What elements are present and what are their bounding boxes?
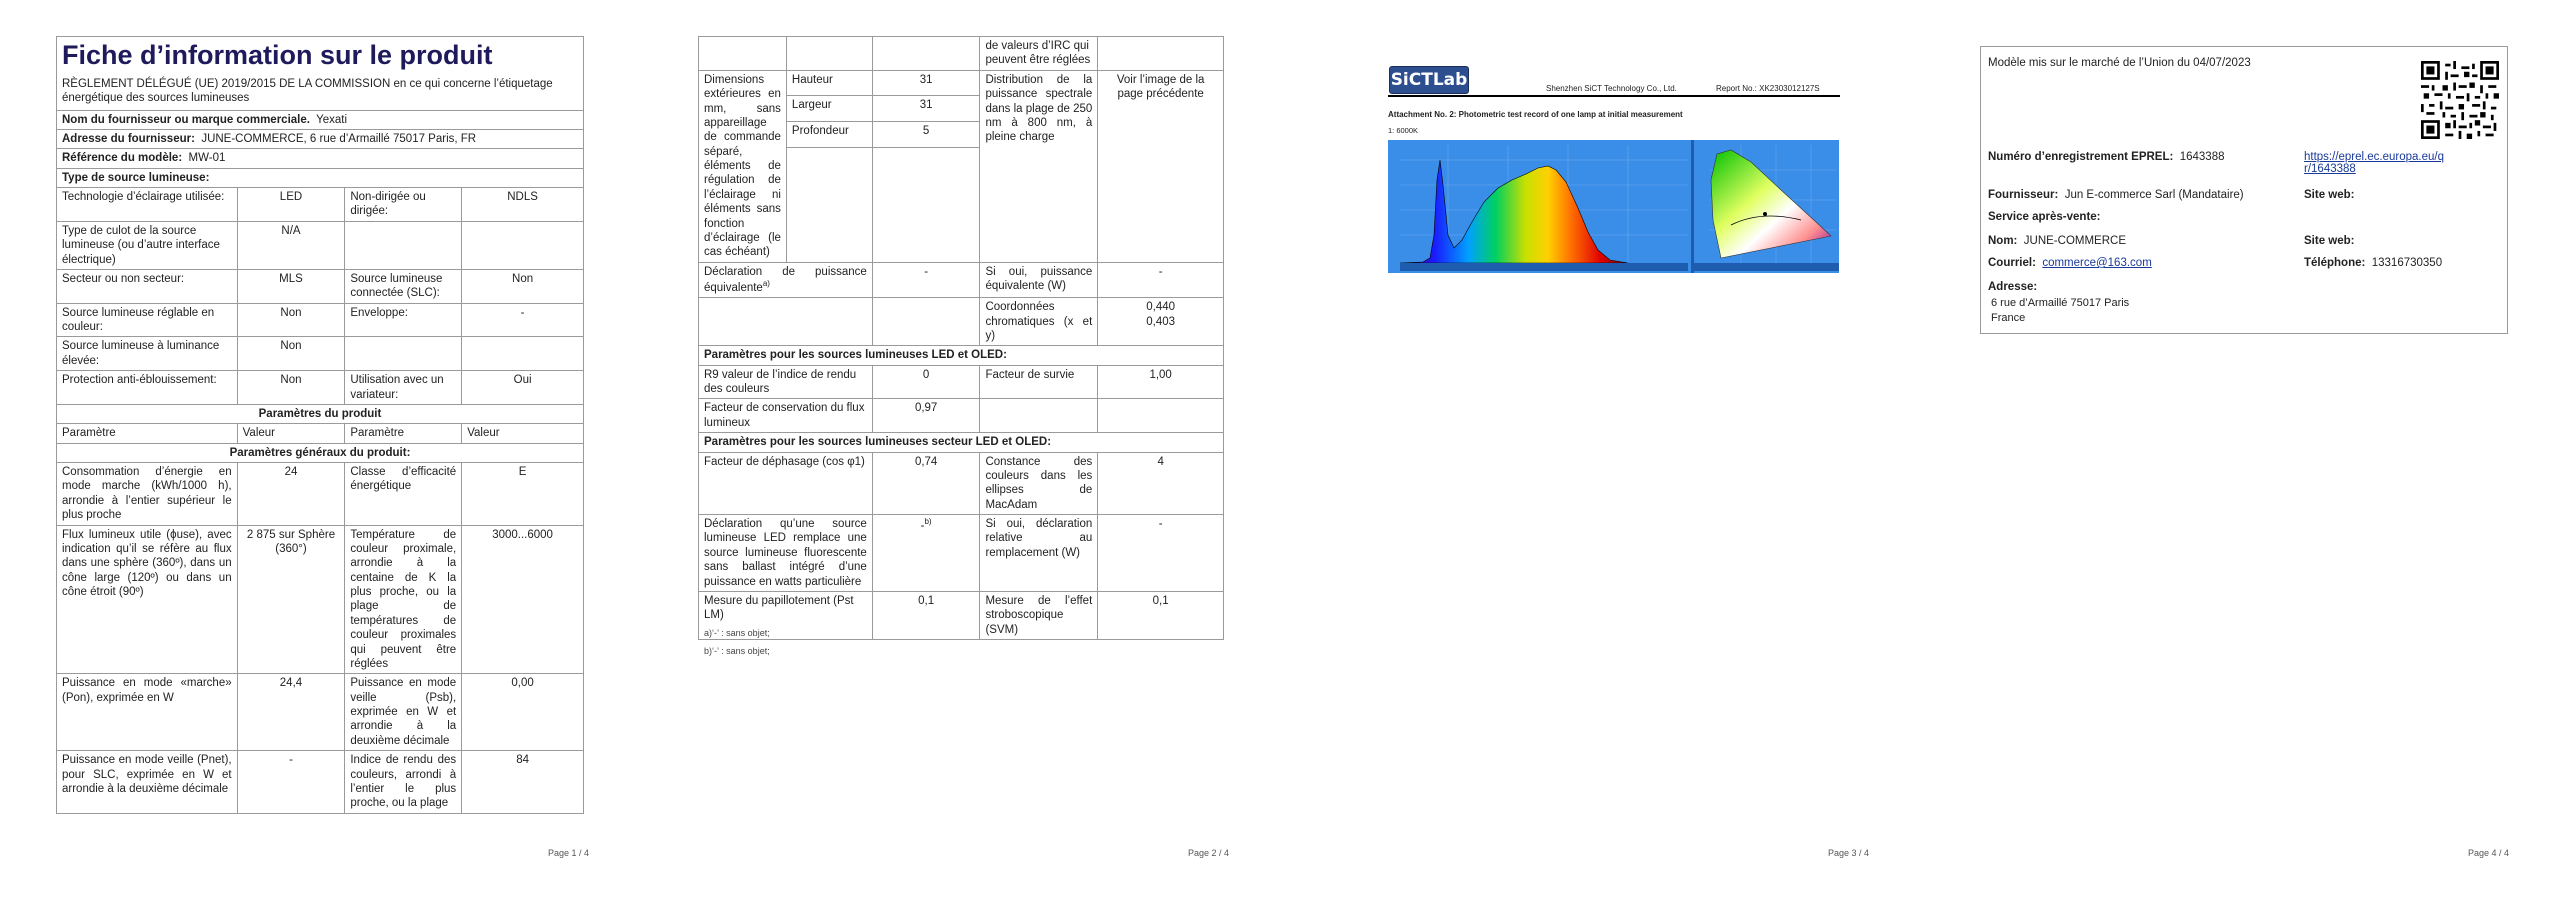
table-row bbox=[699, 262, 1224, 298]
flux-maint-value: 0,97 bbox=[872, 399, 980, 433]
param-value: 2 875 sur Sphère (360°) bbox=[237, 525, 345, 674]
param-name: Température de couleur proximale, arrondie à la centaine de K la plus proche, ou la plage de températures de couleur proximales qui peuvent être réglées bbox=[345, 525, 462, 674]
table-row bbox=[57, 371, 584, 405]
page-1 bbox=[0, 0, 640, 905]
supplier-address: JUNE-COMMERCE, 6 rue d’Armaillé 75017 Paris, FR bbox=[201, 132, 477, 145]
footnote-marker: a) bbox=[762, 279, 770, 288]
equiv-value: - bbox=[872, 262, 980, 298]
r9-label: R9 valeur de l’indice de rendu des couleurs bbox=[699, 365, 873, 399]
dim-name: Hauteur bbox=[786, 70, 872, 96]
param-name: Source lumineuse réglable en couleur: bbox=[57, 303, 238, 337]
equiv-power-label: Si oui, puissance équivalente (W) bbox=[980, 262, 1098, 298]
sict-logo bbox=[1389, 66, 1469, 94]
address-line-2: France bbox=[1991, 312, 2026, 324]
mains-section-heading: Paramètres pour les sources lumineuses secteur LED et OLED: bbox=[699, 433, 1224, 452]
service-label: Service après-vente: bbox=[1988, 211, 2101, 223]
name-label: Nom: bbox=[1988, 235, 2018, 247]
table-row bbox=[57, 188, 584, 222]
column-headers bbox=[57, 424, 584, 443]
email-label: Courriel: bbox=[1988, 257, 2036, 269]
param-name: Puissance en mode veille (Psb), exprimée en W et arrondie à la deuxième décimale bbox=[345, 674, 462, 751]
table-row bbox=[699, 365, 1224, 399]
page-number: Page 3 / 4 bbox=[1828, 848, 1870, 858]
param-value: Non bbox=[462, 269, 584, 303]
param-value: LED bbox=[237, 188, 345, 222]
param-value: - bbox=[237, 751, 345, 814]
survival-value: 1,00 bbox=[1098, 365, 1224, 399]
dim-value: 31 bbox=[872, 70, 980, 96]
param-name: Type de culot de la source lumineuse (ou d’autre interface électrique) bbox=[57, 221, 238, 269]
header-rule bbox=[1388, 95, 1840, 97]
supplier-name: Yexati bbox=[316, 113, 348, 126]
column-header: Valeur bbox=[462, 424, 584, 443]
model-ref-label: Référence du modèle: bbox=[62, 152, 183, 165]
param-value: 3000...6000 bbox=[462, 525, 584, 674]
website-label: Site web: bbox=[2304, 189, 2355, 201]
page-number: Page 4 / 4 bbox=[2468, 848, 2510, 858]
address-line-1: 6 rue d’Armaillé 75017 Paris bbox=[1991, 297, 2130, 309]
page-4 bbox=[1920, 0, 2560, 905]
qr-code-icon bbox=[2421, 61, 2499, 139]
param-name bbox=[345, 337, 462, 371]
table-row bbox=[57, 303, 584, 337]
param-name: Enveloppe: bbox=[345, 303, 462, 337]
dim-value: 31 bbox=[872, 96, 980, 122]
replace-value: - bbox=[920, 519, 925, 532]
param-value: E bbox=[462, 463, 584, 526]
phone-value: 13316730350 bbox=[2371, 257, 2443, 269]
supplier-value: Jun E-commerce Sarl (Mandataire) bbox=[2064, 189, 2244, 201]
contact-box bbox=[1980, 46, 2508, 334]
supplier-label: Fournisseur: bbox=[1988, 189, 2059, 201]
supplier-name-label: Nom du fournisseur ou marque commerciale. bbox=[62, 113, 310, 126]
param-value bbox=[462, 337, 584, 371]
spectral-value: Voir l’image de la page précédente bbox=[1098, 70, 1224, 262]
eprel-label: Numéro d’enregistrement EPREL: bbox=[1988, 151, 2174, 163]
product-info-table bbox=[56, 36, 584, 814]
dim-name: Profondeur bbox=[786, 122, 872, 148]
led-section-heading: Paramètres pour les sources lumineuses LED et OLED: bbox=[699, 346, 1224, 365]
table-row bbox=[699, 399, 1224, 433]
footnote-b: b)‘-’ : sans objet; bbox=[704, 646, 770, 656]
website2-label: Site web: bbox=[2304, 235, 2355, 247]
x-axis-band bbox=[1400, 263, 1688, 271]
report-number: Report No.: XK2303012127S bbox=[1716, 84, 1820, 93]
table-row bbox=[57, 751, 584, 814]
param-value: MLS bbox=[237, 269, 345, 303]
eprel-value: 1643388 bbox=[2179, 151, 2225, 163]
footnote-marker: b) bbox=[924, 517, 932, 527]
pf-value: 0,74 bbox=[872, 452, 980, 515]
param-value: Non bbox=[237, 303, 345, 337]
param-name: Utilisation avec un variateur: bbox=[345, 371, 462, 405]
column-header: Paramètre bbox=[345, 424, 462, 443]
supplier-address-label: Adresse du fournisseur: bbox=[62, 132, 195, 145]
column-header: Paramètre bbox=[57, 424, 238, 443]
table-row bbox=[57, 269, 584, 303]
product-params-heading: Paramètres du produit bbox=[57, 404, 584, 423]
separator bbox=[1691, 140, 1694, 273]
param-value: NDLS bbox=[462, 188, 584, 222]
param-name: Puissance en mode «marche» (Pon), exprimée en W bbox=[57, 674, 238, 751]
cie-diagram-image bbox=[1691, 140, 1839, 273]
dim-name: Largeur bbox=[786, 96, 872, 122]
equiv-label: Déclaration de puissance équivalente bbox=[704, 265, 867, 294]
table-row bbox=[57, 674, 584, 751]
page-number: Page 1 / 4 bbox=[548, 848, 590, 858]
page-title: Fiche d’information sur le produit bbox=[62, 40, 493, 70]
general-params-heading: Paramètres généraux du produit: bbox=[57, 443, 584, 462]
table-row bbox=[699, 298, 1224, 346]
param-value: Oui bbox=[462, 371, 584, 405]
param-value: 0,00 bbox=[462, 674, 584, 751]
sample-label: 1: 6000K bbox=[1388, 126, 1419, 135]
column-header: Valeur bbox=[237, 424, 345, 443]
table-row bbox=[57, 337, 584, 371]
strobo-value: 0,1 bbox=[1098, 591, 1224, 639]
table-row bbox=[699, 591, 1224, 639]
flux-maint-label: Facteur de conservation du flux lumineux bbox=[699, 399, 873, 433]
param-value bbox=[462, 221, 584, 269]
pf-label: Facteur de déphasage (cos φ1) bbox=[699, 452, 873, 515]
param-value: 24 bbox=[237, 463, 345, 526]
table-row bbox=[57, 221, 584, 269]
email-link[interactable]: commerce@163.com bbox=[2042, 257, 2152, 269]
chroma-y: 0,403 bbox=[1146, 315, 1176, 328]
company-name: Shenzhen SiCT Technology Co., Ltd. bbox=[1546, 84, 1677, 93]
param-value: 84 bbox=[462, 751, 584, 814]
flicker-value: 0,1 bbox=[872, 591, 980, 639]
footnote-a: a)‘-’ : sans objet; bbox=[704, 628, 770, 638]
table-row bbox=[699, 70, 1224, 96]
chroma-label: Coordonnées chromatiques (x et y) bbox=[980, 298, 1098, 346]
x-axis-band bbox=[1694, 263, 1839, 271]
source-type-label: Type de source lumineuse: bbox=[57, 168, 584, 187]
cri-range-text: de valeurs d’IRC qui peuvent être réglées bbox=[980, 37, 1098, 71]
param-name: Source lumineuse à luminance élevée: bbox=[57, 337, 238, 371]
product-info-table-continued bbox=[698, 36, 1224, 640]
param-name: Technologie d’éclairage utilisée: bbox=[57, 188, 238, 222]
phone-label: Téléphone: bbox=[2304, 257, 2366, 269]
eprel-link[interactable]: https://eprel.ec.europa.eu/qr/1643388 bbox=[2304, 151, 2445, 175]
param-name: Non-dirigée ou dirigée: bbox=[345, 188, 462, 222]
macadam-label: Constance des couleurs dans les ellipses de MacAdam bbox=[980, 452, 1098, 515]
regulation-text: RÈGLEMENT DÉLÉGUÉ (UE) 2019/2015 DE LA COMMISSION en ce qui concerne l’étiquetage énergétique des sources lumineuses bbox=[62, 77, 553, 105]
name-value: JUNE-COMMERCE bbox=[2023, 235, 2127, 247]
replace-power-label: Si oui, déclaration relative au remplacement (W) bbox=[980, 515, 1098, 592]
param-name: Source lumineuse connectée (SLC): bbox=[345, 269, 462, 303]
market-date: Modèle mis sur le marché de l’Union du 04/07/2023 bbox=[1988, 57, 2251, 69]
param-name: Secteur ou non secteur: bbox=[57, 269, 238, 303]
param-name bbox=[345, 221, 462, 269]
param-value: Non bbox=[237, 371, 345, 405]
survival-label: Facteur de survie bbox=[980, 365, 1098, 399]
page-3 bbox=[1280, 0, 1920, 905]
r9-value: 0 bbox=[872, 365, 980, 399]
param-value: N/A bbox=[237, 221, 345, 269]
param-name: Consommation d’énergie en mode marche (kWh/1000 h), arrondie à l’entier supérieur le plus proche bbox=[57, 463, 238, 526]
table-row bbox=[699, 515, 1224, 592]
spectral-distribution-image bbox=[1388, 140, 1691, 273]
replace-power-value: - bbox=[1098, 515, 1224, 592]
page-2 bbox=[640, 0, 1280, 905]
logo-text: SiCTLab bbox=[1390, 70, 1468, 90]
param-name: Flux lumineux utile (ϕuse), avec indication qu’il se réfère au flux dans une sphère (360º), dans un cône large (120º) ou dans un cône étroit (90º) bbox=[57, 525, 238, 674]
replace-label: Déclaration qu’une source lumineuse LED remplace une source lumineuse fluorescente sans ballast intégré d’une puissance en watts particulière bbox=[699, 515, 873, 592]
dim-value: 5 bbox=[872, 122, 980, 148]
macadam-value: 4 bbox=[1098, 452, 1224, 515]
page-number: Page 2 / 4 bbox=[1188, 848, 1230, 858]
param-name: Protection anti-éblouissement: bbox=[57, 371, 238, 405]
param-value: 24,4 bbox=[237, 674, 345, 751]
param-value: Non bbox=[237, 337, 345, 371]
param-value: - bbox=[462, 303, 584, 337]
address-label: Adresse: bbox=[1988, 281, 2038, 293]
flicker-label: Mesure du papillotement (Pst LM) bbox=[699, 591, 873, 639]
param-name: Puissance en mode veille (Pnet), pour SLC, exprimée en W et arrondie à la deuxième décimale bbox=[57, 751, 238, 814]
param-name: Classe d’efficacité énergétique bbox=[345, 463, 462, 526]
equiv-power-value: - bbox=[1098, 262, 1224, 298]
dimensions-label: Dimensions extérieures en mm, sans appareillage de commande séparé, éléments de régulation de l’éclairage ni éléments sans fonction d’éclairage (le cas échéant) bbox=[699, 70, 787, 262]
spectral-label: Distribution de la puissance spectrale dans la plage de 250 nm à 800 nm, à pleine charge bbox=[980, 70, 1098, 262]
model-ref: MW-01 bbox=[188, 152, 226, 165]
param-name: Indice de rendu des couleurs, arrondi à l’entier le plus proche, ou la plage bbox=[345, 751, 462, 814]
measurement-point bbox=[1763, 212, 1767, 216]
chroma-x: 0,440 bbox=[1146, 301, 1176, 314]
table-row bbox=[57, 525, 584, 674]
attachment-title: Attachment No. 2: Photometric test record of one lamp at initial measurement bbox=[1388, 110, 1683, 119]
table-row bbox=[699, 452, 1224, 515]
strobo-label: Mesure de l’effet stroboscopique (SVM) bbox=[980, 591, 1098, 639]
table-row bbox=[57, 463, 584, 526]
